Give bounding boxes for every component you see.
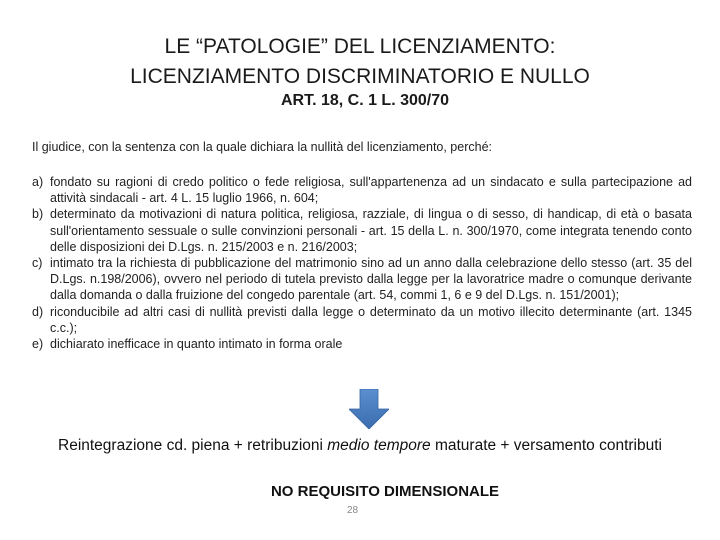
list-marker: d): [32, 304, 44, 319]
list-item-text: riconducibile ad altri casi di nullità previsti dalla legge o determinato da un motivo illecito determinante (art. 1345 c.c.);: [50, 304, 692, 335]
list-marker: a): [32, 175, 44, 189]
list-item: [32, 336, 692, 352]
page-number: 28: [346, 505, 359, 516]
conclusion-text: [20, 436, 700, 456]
down-arrow-icon: [349, 389, 389, 429]
conclusion-part-2: maturate + versamento contributi: [430, 437, 662, 454]
list-marker: b): [32, 207, 44, 222]
list-item: [32, 304, 692, 336]
list-item-text: intimato tra la richiesta di pubblicazione del matrimonio sino ad un anno dalla celebrazione dello stesso (art. 35 del D.Lgs. n.198/2006), ovvero nel periodo di tutela previsto dalla legge per la lavoratrice madre o comunque derivante dalla domanda o dalla fruizione del congedo parentale (art. 54, commi 1, 6 e 9 del D.Lgs. n. 151/2001);: [50, 256, 692, 303]
slide-title: [40, 32, 680, 92]
list-item-text: determinato da motivazioni di natura politica, religiosa, razziale, di lingua o di sesso, di handicap, di età o basata sull'orientamento sessuale o sulle convinzioni personali - art. 15 della L. n. 300/1970, come integrata tenendo conto delle disposizioni dei D.Lgs. n. 215/2003 e n. 216/2003;: [50, 207, 692, 254]
list-item-text: fondato su ragioni di credo politico o fede religiosa, sull'appartenenza ad un sindacato e sulla partecipazione ad attività sindacali - art. 4 L. 15 luglio 1966, n. 604;: [50, 175, 692, 206]
cases-list: [32, 174, 692, 352]
list-item: [32, 206, 692, 255]
title-line-2: LICENZIAMENTO DISCRIMINATORIO E NULLO: [130, 65, 590, 88]
requirement-text: NO REQUISITO DIMENSIONALE: [270, 483, 500, 500]
title-line-1: LE “PATOLOGIE” DEL LICENZIAMENTO:: [164, 35, 556, 58]
conclusion-italic: medio tempore: [327, 437, 431, 454]
list-item: [32, 255, 692, 304]
conclusion-part-1: Reintegrazione cd. piena + retribuzioni: [58, 437, 328, 454]
list-marker: c): [32, 256, 43, 271]
list-item: [32, 174, 692, 206]
list-marker: e): [32, 337, 44, 352]
list-item-text: dichiarato inefficace in quanto intimato in forma orale: [50, 337, 343, 352]
intro-text: Il giudice, con la sentenza con la quale dichiara la nullità del licenziamento, perché:: [32, 140, 493, 154]
slide-subtitle: ART. 18, C. 1 L. 300/70: [280, 92, 450, 109]
